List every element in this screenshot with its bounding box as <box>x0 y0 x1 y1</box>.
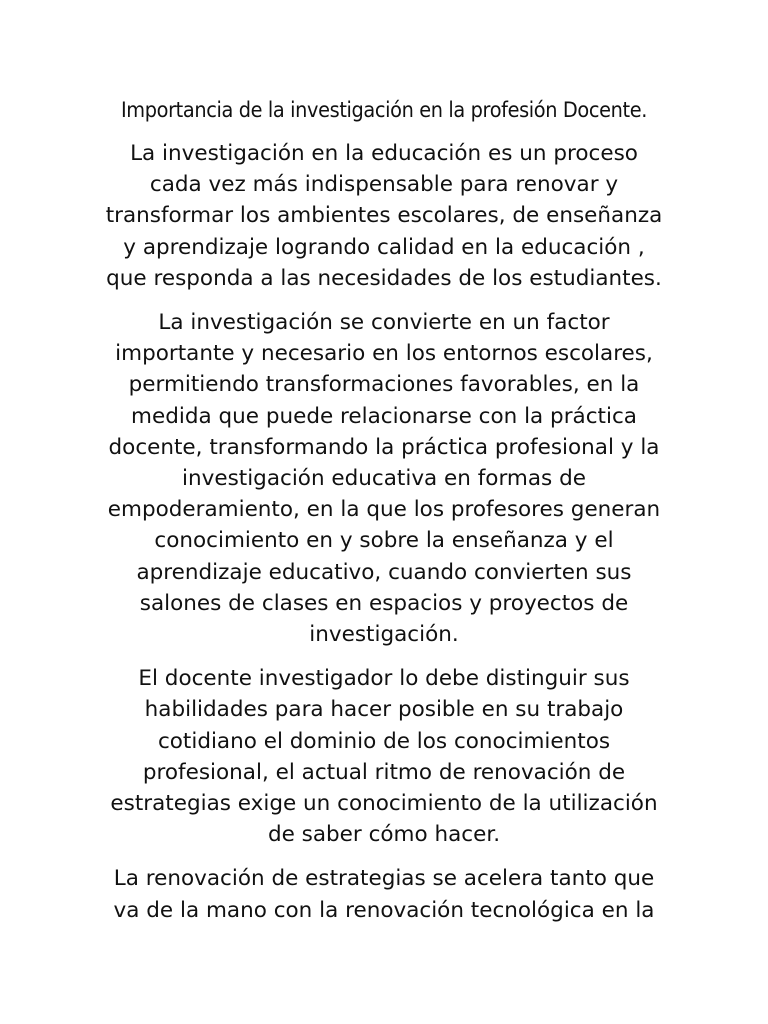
text-line: habilidades para hacer posible en su trabajo <box>144 697 624 723</box>
text-line: va de la mano con la renovación tecnológica en la <box>113 897 655 923</box>
text-line: profesional, el actual ritmo de renovación de <box>142 759 626 785</box>
text-line: El docente investigador lo debe distinguir sus <box>138 666 630 692</box>
text-line: y aprendizaje logrando calidad en la educación , <box>123 234 645 260</box>
text-line: La investigación en la educación es un proceso <box>130 141 638 166</box>
text-line: de saber cómo hacer. <box>267 822 501 848</box>
text-line: investigación educativa en formas de <box>182 466 586 492</box>
text-line: estrategias exige un conocimiento de la utilización <box>110 791 658 817</box>
text-line: cotidiano el dominio de los conocimientos <box>157 728 611 754</box>
paragraph-3 <box>90 663 678 850</box>
paragraph-1 <box>90 138 678 294</box>
text-line: conocimiento en y sobre la enseñanza y el <box>154 528 614 554</box>
text-line: transformar los ambientes escolares, de enseñanza <box>105 203 663 229</box>
document-title: Importancia de la investigación en la profesión Docente. <box>120 98 648 122</box>
text-line: salones de clases en espacios y proyectos de <box>139 590 629 616</box>
text-line: cada vez más indispensable para renovar y <box>149 172 619 198</box>
text-line: que responda a las necesidades de los estudiantes. <box>106 265 662 291</box>
paragraph-4 <box>90 863 678 925</box>
text-line: permitiendo transformaciones favorables, en la <box>128 372 640 398</box>
paragraph-2 <box>90 307 678 650</box>
text-line: medida que puede relacionarse con la práctica <box>131 403 637 429</box>
text-line: empoderamiento, en la que los profesores generan <box>107 497 661 523</box>
text-line: La renovación de estrategias se acelera tanto que <box>113 866 655 892</box>
text-line: docente, transformando la práctica profesional y la <box>108 434 660 460</box>
text-line: investigación. <box>309 622 459 648</box>
text-line: importante y necesario en los entornos escolares, <box>115 341 653 367</box>
text-line: aprendizaje educativo, cuando convierten sus <box>136 559 632 585</box>
text-line: La investigación se convierte en un factor <box>158 310 610 336</box>
